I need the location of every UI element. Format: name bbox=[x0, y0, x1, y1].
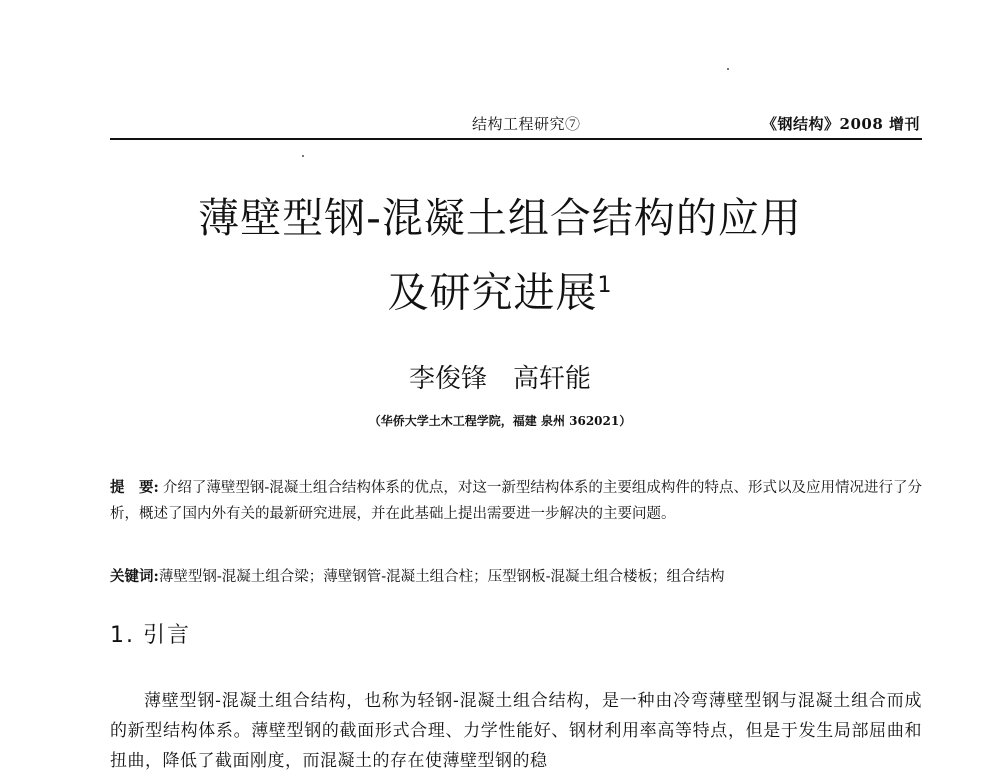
running-header-journal: 《钢结构》2008 增刊 bbox=[762, 115, 920, 133]
running-header-section: 结构工程研究⑦ bbox=[472, 115, 581, 133]
section-heading bbox=[110, 618, 191, 649]
abstract-label: 提 要: bbox=[110, 479, 159, 496]
keywords-text: 薄壁型钢-混凝土组合梁；薄壁钢管-混凝土组合柱；压型钢板-混凝土组合楼板；组合结构 bbox=[158, 569, 725, 585]
scan-speck bbox=[302, 155, 304, 157]
paper-title-text: 及研究进展 bbox=[387, 268, 598, 317]
body-paragraph: 薄壁型钢-混凝土组合结构，也称为轻钢-混凝土组合结构，是一种由冷弯薄壁型钢与混凝土组合而成的新型结构体系。薄壁型钢的截面形式合理、力学性能好、钢材利用率高等特点，但是于发生局部屈曲和扭曲，降低了截面刚度，而混凝土的存在使薄壁型钢的稳 bbox=[110, 691, 922, 771]
header-rule bbox=[110, 138, 922, 140]
keywords-label: 关键词: bbox=[110, 568, 159, 585]
authors: 李俊锋 高轩能 bbox=[408, 364, 591, 394]
title-footnote-mark: 1 bbox=[597, 273, 613, 298]
abstract-text: 介绍了薄壁型钢-混凝土组合结构体系的优点，对这一新型结构体系的主要组成构件的特点、形式以及应用情况进行了分析，概述了国内外有关的最新研究进展，并在此基础上提出需要进一步解决的主要问题。 bbox=[110, 480, 922, 522]
section-title: 引言 bbox=[143, 623, 192, 648]
section-number: 1. bbox=[110, 623, 135, 648]
keywords bbox=[110, 564, 922, 590]
abstract bbox=[110, 475, 922, 527]
scan-speck bbox=[727, 68, 729, 70]
paper-title-line-2 bbox=[0, 256, 1000, 323]
affiliation: （华侨大学土木工程学院，福建 泉州 362021） bbox=[368, 414, 632, 428]
paper-title-line-1: 薄壁型钢-混凝土组合结构的应用 bbox=[198, 194, 802, 242]
